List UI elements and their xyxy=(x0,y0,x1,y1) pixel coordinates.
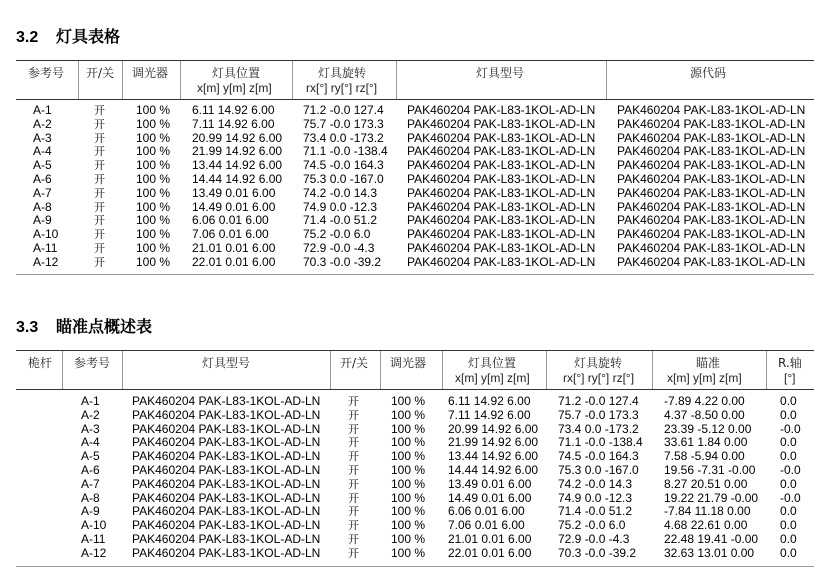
table-cell: 21.99 14.92 6.00 xyxy=(192,144,283,159)
table-cell: A-6 xyxy=(81,463,100,477)
table-cell: PAK460204 PAK-L83-1KOL-AD-LN xyxy=(617,144,806,159)
table-cell: 74.2 -0.0 14.3 xyxy=(558,476,633,491)
table-cell: 开 xyxy=(94,186,105,200)
table-cell: 75.7 -0.0 173.3 xyxy=(558,407,639,422)
table-cell: 100 % xyxy=(136,130,171,145)
table-cell: PAK460204 PAK-L83-1KOL-AD-LN xyxy=(132,449,321,464)
table-cell: 100 % xyxy=(391,490,426,505)
table-cell: 72.9 -0.0 -4.3 xyxy=(303,241,375,255)
table-cell: 7.11 14.92 6.00 xyxy=(448,407,531,422)
table-bottom-border xyxy=(16,566,814,567)
table-cell: 14.44 14.92 6.00 xyxy=(192,172,283,186)
table-cell: A-10 xyxy=(33,227,59,242)
table-cell: 75.2 -0.0 6.0 xyxy=(303,227,371,242)
table-cell: 71.4 -0.0 51.2 xyxy=(558,504,633,519)
table-cell: PAK460204 PAK-L83-1KOL-AD-LN xyxy=(407,213,596,228)
table-top-border xyxy=(16,350,814,351)
table-cell: 开 xyxy=(348,395,359,408)
table-cell: 0.0 xyxy=(780,518,797,533)
table-cell: A-3 xyxy=(81,421,100,436)
table-cell: A-7 xyxy=(81,476,100,491)
table-cell: 开 xyxy=(348,450,359,464)
header-rotation: 灯具旋转 xyxy=(318,66,367,80)
table-cell: A-2 xyxy=(33,116,52,131)
table-cell: 73.4 0.0 -173.2 xyxy=(558,421,639,436)
table-cell: 0.0 xyxy=(780,504,797,519)
table-cell: PAK460204 PAK-L83-1KOL-AD-LN xyxy=(132,407,321,422)
table-cell: -0.0 xyxy=(780,490,801,505)
table-cell: 20.99 14.92 6.00 xyxy=(192,130,283,145)
col-divider xyxy=(330,351,331,389)
table-cell: 开 xyxy=(94,104,105,117)
table-cell: 75.3 0.0 -167.0 xyxy=(303,172,384,186)
table-cell: A-5 xyxy=(33,158,52,173)
table-cell: PAK460204 PAK-L83-1KOL-AD-LN xyxy=(407,130,596,145)
table-cell: PAK460204 PAK-L83-1KOL-AD-LN xyxy=(407,227,596,242)
header-position-unit: x[m] y[m] z[m] xyxy=(455,371,530,385)
table-cell: 33.61 1.84 0.00 xyxy=(664,435,748,450)
table-cell: A-8 xyxy=(81,490,100,505)
table-cell: 100 % xyxy=(391,394,426,408)
section-heading-fixtures xyxy=(16,24,120,47)
table-cell: A-1 xyxy=(81,394,100,408)
table-cell: 71.1 -0.0 -138.4 xyxy=(303,144,388,159)
table-cell: 开 xyxy=(94,173,105,186)
table-cell: A-4 xyxy=(33,144,52,159)
table-top-border xyxy=(16,60,814,61)
table-cell: 开 xyxy=(348,491,359,505)
table-cell: A-10 xyxy=(81,518,107,533)
header-position-unit: x[m] y[m] z[m] xyxy=(197,81,272,95)
table-cell: PAK460204 PAK-L83-1KOL-AD-LN xyxy=(407,199,596,214)
table-cell: 100 % xyxy=(391,518,426,533)
table-cell: A-7 xyxy=(33,185,52,200)
table-cell: 7.11 14.92 6.00 xyxy=(192,116,275,131)
table-cell: 0.0 xyxy=(780,407,797,422)
header-rotation-unit: rx[°] ry[°] rz[°] xyxy=(563,371,635,385)
table-cell: 73.4 0.0 -173.2 xyxy=(303,130,384,145)
table-cell: 7.06 0.01 6.00 xyxy=(192,227,269,242)
col-divider xyxy=(652,351,653,389)
table-cell: 开 xyxy=(94,255,105,269)
table-cell: PAK460204 PAK-L83-1KOL-AD-LN xyxy=(132,421,321,436)
header-dimmer: 调光器 xyxy=(132,66,169,80)
table-cell: 74.9 0.0 -12.3 xyxy=(558,490,633,505)
table-cell: 6.06 0.01 6.00 xyxy=(448,504,525,519)
table-cell: PAK460204 PAK-L83-1KOL-AD-LN xyxy=(132,394,321,408)
table-cell: PAK460204 PAK-L83-1KOL-AD-LN xyxy=(407,103,596,117)
table-cell: PAK460204 PAK-L83-1KOL-AD-LN xyxy=(617,227,806,242)
header-raxis: R.轴 xyxy=(778,356,802,370)
table-cell: 100 % xyxy=(391,545,426,560)
table-cell: PAK460204 PAK-L83-1KOL-AD-LN xyxy=(132,532,321,546)
table-cell: 开 xyxy=(348,408,359,422)
table-cell: PAK460204 PAK-L83-1KOL-AD-LN xyxy=(407,116,596,131)
col-divider xyxy=(442,351,443,389)
table-header-border xyxy=(16,389,814,390)
table-cell: 开 xyxy=(94,228,105,242)
table-cell: 75.2 -0.0 6.0 xyxy=(558,518,626,533)
table-cell: 开 xyxy=(94,214,105,228)
table-cell: 0.0 xyxy=(780,476,797,491)
col-divider xyxy=(766,351,767,389)
table-cell: A-11 xyxy=(33,241,58,255)
table-cell: 开 xyxy=(348,436,359,450)
table-cell: PAK460204 PAK-L83-1KOL-AD-LN xyxy=(132,435,321,450)
table-cell: PAK460204 PAK-L83-1KOL-AD-LN xyxy=(407,241,596,255)
header-rotation-unit: rx[°] ry[°] rz[°] xyxy=(306,81,378,95)
col-divider xyxy=(396,61,397,99)
table-cell: 21.99 14.92 6.00 xyxy=(448,435,539,450)
table-cell: 100 % xyxy=(391,476,426,491)
header-ref: 参考号 xyxy=(28,66,65,80)
table-cell: A-9 xyxy=(33,213,52,228)
table-cell: 100 % xyxy=(391,532,426,546)
table-cell: 6.11 14.92 6.00 xyxy=(192,103,275,117)
table-cell: 6.06 0.01 6.00 xyxy=(192,213,269,228)
table-cell: 13.49 0.01 6.00 xyxy=(192,185,276,200)
table-cell: 32.63 13.01 0.00 xyxy=(664,545,755,560)
table-cell: 100 % xyxy=(136,227,171,242)
table-cell: PAK460204 PAK-L83-1KOL-AD-LN xyxy=(407,144,596,159)
table-cell: 74.9 0.0 -12.3 xyxy=(303,199,378,214)
table-cell: -0.0 xyxy=(780,463,801,477)
table-cell: 开 xyxy=(348,477,359,491)
table-cell: 22.01 0.01 6.00 xyxy=(448,545,532,560)
table-cell: PAK460204 PAK-L83-1KOL-AD-LN xyxy=(407,158,596,173)
table-cell: 13.44 14.92 6.00 xyxy=(448,449,539,464)
header-aim: 瞄准 xyxy=(696,356,721,370)
header-source: 源代码 xyxy=(690,66,727,80)
table-cell: PAK460204 PAK-L83-1KOL-AD-LN xyxy=(132,490,321,505)
table-cell: 100 % xyxy=(136,172,171,186)
table-cell: PAK460204 PAK-L83-1KOL-AD-LN xyxy=(617,103,806,117)
table-cell: 19.22 21.79 -0.00 xyxy=(664,490,759,505)
col-divider xyxy=(78,61,79,99)
table-cell: PAK460204 PAK-L83-1KOL-AD-LN xyxy=(407,185,596,200)
table-cell: 100 % xyxy=(136,213,171,228)
header-raxis-unit: [°] xyxy=(784,371,796,385)
table-cell: A-1 xyxy=(33,103,52,117)
table-cell: 100 % xyxy=(136,241,171,255)
table-cell: PAK460204 PAK-L83-1KOL-AD-LN xyxy=(617,116,806,131)
table-cell: 20.99 14.92 6.00 xyxy=(448,421,539,436)
table-cell: 7.06 0.01 6.00 xyxy=(448,518,525,533)
table-cell: 22.01 0.01 6.00 xyxy=(192,254,276,269)
section-title: 灯具表格 xyxy=(56,27,121,46)
table-cell: 8.27 20.51 0.00 xyxy=(664,476,748,491)
col-divider xyxy=(292,61,293,99)
table-cell: A-2 xyxy=(81,407,100,422)
table-cell: -0.0 xyxy=(780,421,801,436)
table-cell: 71.1 -0.0 -138.4 xyxy=(558,435,643,450)
table-header-border xyxy=(16,99,814,100)
table-cell: 22.48 19.41 -0.00 xyxy=(664,532,759,546)
table-cell: 100 % xyxy=(391,421,426,436)
table-cell: 71.2 -0.0 127.4 xyxy=(558,394,639,408)
header-rotation: 灯具旋转 xyxy=(574,356,623,370)
header-dimmer: 调光器 xyxy=(390,356,427,370)
table-cell: -7.89 4.22 0.00 xyxy=(664,394,745,408)
table-cell: A-12 xyxy=(81,545,107,560)
table-cell: 100 % xyxy=(136,199,171,214)
table-cell: PAK460204 PAK-L83-1KOL-AD-LN xyxy=(617,241,806,255)
table-cell: 0.0 xyxy=(780,394,797,408)
table-cell: 72.9 -0.0 -4.3 xyxy=(558,532,630,546)
table-cell: 100 % xyxy=(391,407,426,422)
table-cell: PAK460204 PAK-L83-1KOL-AD-LN xyxy=(617,185,806,200)
table-cell: PAK460204 PAK-L83-1KOL-AD-LN xyxy=(617,130,806,145)
header-aim-unit: x[m] y[m] z[m] xyxy=(667,371,742,385)
col-divider xyxy=(546,351,547,389)
section-number: 3.2 xyxy=(16,29,39,46)
table-cell: A-5 xyxy=(81,449,100,464)
table-cell: A-12 xyxy=(33,254,59,269)
header-onoff: 开/关 xyxy=(86,66,115,80)
table-cell: 4.37 -8.50 0.00 xyxy=(664,407,745,422)
table-cell: 100 % xyxy=(391,435,426,450)
table-cell: 开 xyxy=(94,242,105,255)
table-cell: 100 % xyxy=(391,463,426,477)
table-cell: 7.58 -5.94 0.00 xyxy=(664,449,745,464)
table-cell: 0.0 xyxy=(780,449,797,464)
table-bottom-border xyxy=(16,274,814,275)
table-cell: 100 % xyxy=(136,158,171,173)
table-cell: 23.39 -5.12 0.00 xyxy=(664,421,752,436)
table-cell: 70.3 -0.0 -39.2 xyxy=(558,545,637,560)
table-cell: 13.44 14.92 6.00 xyxy=(192,158,283,173)
section-heading-aiming xyxy=(16,314,152,337)
table-cell: 100 % xyxy=(136,254,171,269)
table-cell: 14.44 14.92 6.00 xyxy=(448,463,539,477)
table-cell: PAK460204 PAK-L83-1KOL-AD-LN xyxy=(617,172,806,186)
table-cell: 21.01 0.01 6.00 xyxy=(192,241,276,255)
table-cell: A-4 xyxy=(81,435,100,450)
col-divider xyxy=(62,351,63,389)
table-cell: 4.68 22.61 0.00 xyxy=(664,518,748,533)
col-divider xyxy=(606,61,607,99)
table-cell: PAK460204 PAK-L83-1KOL-AD-LN xyxy=(407,254,596,269)
table-cell: PAK460204 PAK-L83-1KOL-AD-LN xyxy=(132,463,321,477)
table-cell: 75.3 0.0 -167.0 xyxy=(558,463,639,477)
table-cell: 开 xyxy=(348,533,359,546)
header-pole: 桅杆 xyxy=(28,356,53,370)
header-position: 灯具位置 xyxy=(212,66,261,80)
table-cell: A-8 xyxy=(33,199,52,214)
header-onoff: 开/关 xyxy=(340,356,369,370)
table-cell: 13.49 0.01 6.00 xyxy=(448,476,532,491)
col-divider xyxy=(122,61,123,99)
table-cell: 0.0 xyxy=(780,545,797,560)
header-model: 灯具型号 xyxy=(202,356,251,370)
table-cell: 100 % xyxy=(136,116,171,131)
table-cell: A-9 xyxy=(81,504,100,519)
table-cell: 21.01 0.01 6.00 xyxy=(448,532,532,546)
table-cell: A-11 xyxy=(81,532,106,546)
table-cell: 100 % xyxy=(136,103,171,117)
table-cell: 6.11 14.92 6.00 xyxy=(448,394,531,408)
table-cell: 100 % xyxy=(391,504,426,519)
table-cell: 0.0 xyxy=(780,435,797,450)
table-cell: A-6 xyxy=(33,172,52,186)
table-cell: 100 % xyxy=(391,449,426,464)
table-cell: 71.2 -0.0 127.4 xyxy=(303,103,384,117)
table-cell: 14.49 0.01 6.00 xyxy=(192,199,276,214)
table-cell: 开 xyxy=(94,200,105,214)
table-cell: 开 xyxy=(348,505,359,519)
table-cell: PAK460204 PAK-L83-1KOL-AD-LN xyxy=(617,213,806,228)
table-cell: 19.56 -7.31 -0.00 xyxy=(664,463,756,477)
col-divider xyxy=(380,351,381,389)
table-cell: PAK460204 PAK-L83-1KOL-AD-LN xyxy=(617,254,806,269)
table-cell: 开 xyxy=(348,464,359,477)
table-cell: 100 % xyxy=(136,144,171,159)
table-cell: 100 % xyxy=(136,185,171,200)
table-cell: 75.7 -0.0 173.3 xyxy=(303,116,384,131)
table-cell: PAK460204 PAK-L83-1KOL-AD-LN xyxy=(617,199,806,214)
header-model: 灯具型号 xyxy=(476,66,525,80)
table-cell: 开 xyxy=(94,131,105,145)
table-cell: 开 xyxy=(348,422,359,436)
table-cell: 开 xyxy=(94,159,105,173)
table-cell: PAK460204 PAK-L83-1KOL-AD-LN xyxy=(132,476,321,491)
header-ref: 参考号 xyxy=(74,356,111,370)
table-cell: 70.3 -0.0 -39.2 xyxy=(303,254,382,269)
table-cell: 开 xyxy=(94,117,105,131)
table-cell: 74.2 -0.0 14.3 xyxy=(303,185,378,200)
table-cell: 开 xyxy=(348,546,359,560)
section-number: 3.3 xyxy=(16,319,39,336)
table-cell: PAK460204 PAK-L83-1KOL-AD-LN xyxy=(617,158,806,173)
header-position: 灯具位置 xyxy=(468,356,517,370)
table-cell: 14.49 0.01 6.00 xyxy=(448,490,532,505)
col-divider xyxy=(180,61,181,99)
col-divider xyxy=(122,351,123,389)
table-cell: 71.4 -0.0 51.2 xyxy=(303,213,378,228)
table-cell: PAK460204 PAK-L83-1KOL-AD-LN xyxy=(132,504,321,519)
table-cell: -7.84 11.18 0.00 xyxy=(664,504,751,519)
table-cell: 74.5 -0.0 164.3 xyxy=(558,449,639,464)
table-cell: PAK460204 PAK-L83-1KOL-AD-LN xyxy=(407,172,596,186)
table-cell: 开 xyxy=(348,519,359,533)
table-cell: 74.5 -0.0 164.3 xyxy=(303,158,384,173)
table-cell: PAK460204 PAK-L83-1KOL-AD-LN xyxy=(132,545,321,560)
table-cell: PAK460204 PAK-L83-1KOL-AD-LN xyxy=(132,518,321,533)
section-title: 瞄准点概述表 xyxy=(56,317,153,336)
table-cell: A-3 xyxy=(33,130,52,145)
table-cell: 开 xyxy=(94,145,105,159)
table-cell: 0.0 xyxy=(780,532,797,546)
